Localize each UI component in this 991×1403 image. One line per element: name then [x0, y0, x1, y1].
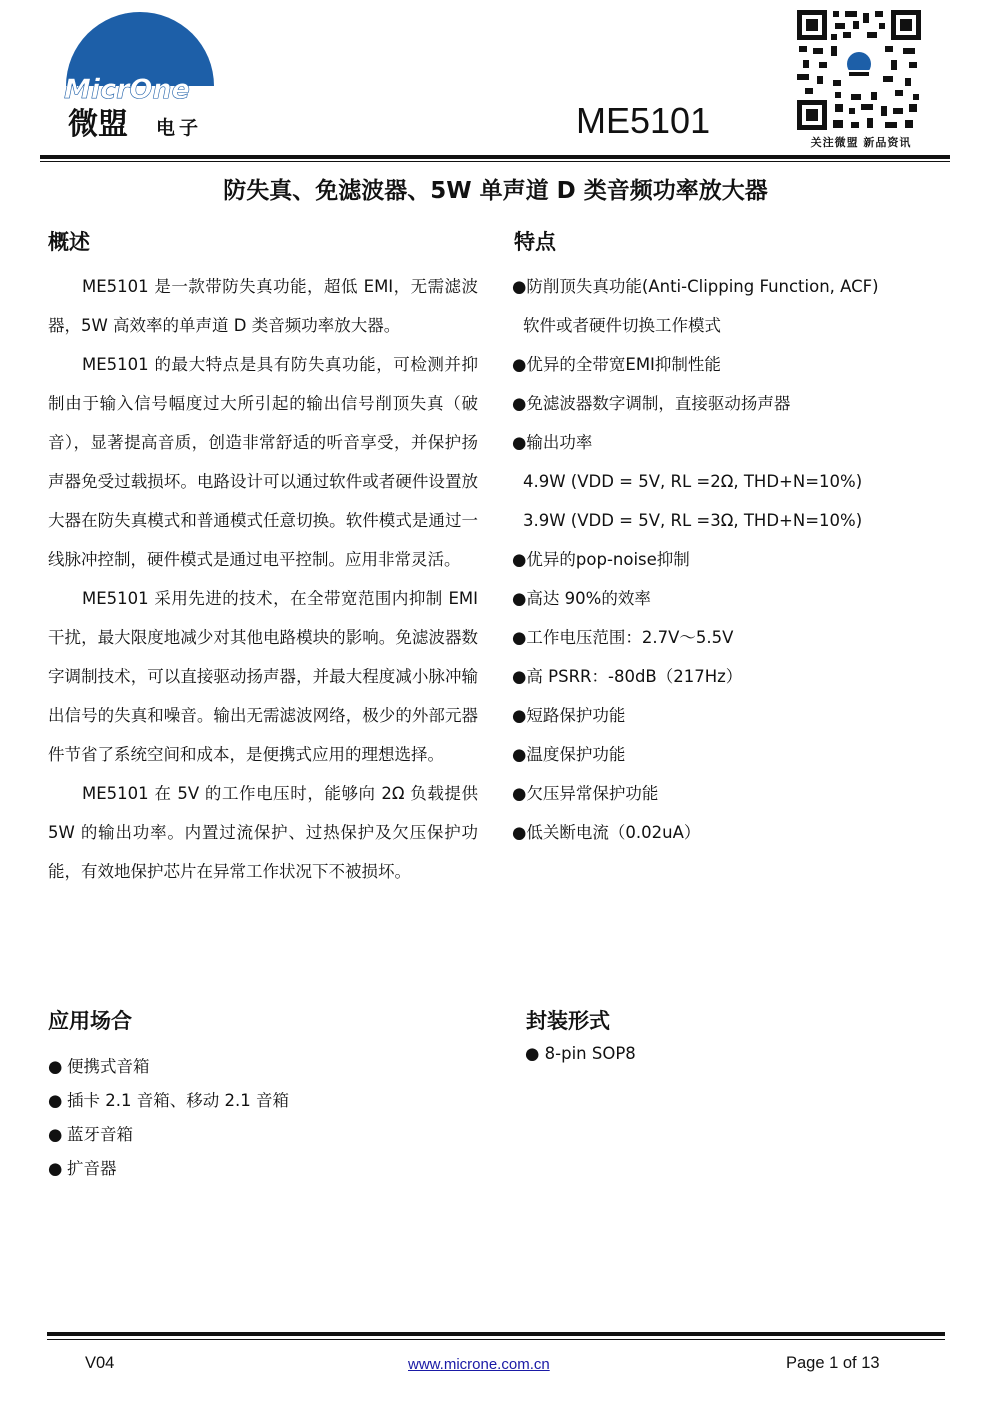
list-item: ● 扩音器 [48, 1152, 468, 1186]
header-rule [40, 155, 950, 159]
bullet: ● [48, 1057, 63, 1076]
qr-code [795, 8, 923, 132]
overview-paragraph: ME5101 在 5V 的工作电压时，能够向 2Ω 负载提供 5W 的输出功率。内置过流保护、过热保护及欠压保护功能，有效地保护芯片在异常工作状况下不被损坏。 [48, 784, 478, 881]
features-heading: 特点 [514, 230, 556, 254]
list-item: ● 插卡 2.1 音箱、移动 2.1 音箱 [48, 1084, 468, 1118]
feature-item: ●防削顶失真功能(Anti-Clipping Function, ACF) [512, 277, 879, 296]
overview-paragraph: ME5101 的最大特点是具有防失真功能，可检测并抑制由于输入信号幅度过大所引起的输出信号削顶失真（破音），显著提高音质，创造非常舒适的听音享受，并保护扬声器免受过载损坏。电路设计可以通过软件或者硬件设置放大器在防失真模式和普通模式任意切换。软件模式是通过一线脉冲控制，硬件模式是通过电平控制。应用非常灵活。 [48, 355, 478, 569]
feature-subitem: 3.9W (VDD = 5V, RL =3Ω, THD+N=10%) [523, 511, 863, 530]
overview-heading: 概述 [48, 230, 90, 254]
qr-caption: 关注微盟 新品资讯 [810, 136, 912, 149]
package-heading: 封装形式 [526, 1009, 610, 1033]
bullet: ● [48, 1091, 63, 1110]
overview-body [48, 267, 478, 891]
doc-id: ME5101 [576, 100, 711, 141]
logo-cn-sub: 电子 [156, 117, 203, 139]
logo-wordmark: MicrOne [64, 74, 190, 105]
feature-item: ●优异的pop-noise抑制 [512, 550, 690, 569]
applications-heading: 应用场合 [48, 1009, 132, 1033]
overview-paragraph: ME5101 是一款带防失真功能，超低 EMI，无需滤波器，5W 高效率的单声道 D 类音频功率放大器。 [48, 277, 478, 335]
applications-list [48, 1050, 468, 1186]
page-number: Page 1 of 13 [786, 1354, 880, 1372]
version-label: V04 [85, 1354, 115, 1372]
overview-paragraph: ME5101 采用先进的技术，在全带宽范围内抑制 EMI 干扰，最大限度地减少对其他电路模块的影响。免滤波器数字调制技术，可以直接驱动扬声器，并最大程度减小脉冲输出信号的失真和噪音。输出无需滤波网络，极少的外部元器件节省了系统空间和成本，是便携式应用的理想选择。 [48, 589, 478, 764]
package-item: ● 8-pin SOP8 [525, 1044, 636, 1063]
bullet: ● [48, 1125, 63, 1144]
feature-item: ●高达 90%的效率 [512, 589, 651, 608]
feature-subitem: 4.9W (VDD = 5V, RL =2Ω, THD+N=10%) [523, 472, 863, 491]
feature-item: ●温度保护功能 [512, 745, 626, 764]
footer-rule [47, 1332, 945, 1336]
features-list [512, 267, 952, 852]
logo-cn-main: 微盟 [68, 107, 128, 142]
feature-subitem: 软件或者硬件切换工作模式 [523, 316, 721, 335]
feature-item: ●工作电压范围：2.7V～5.5V [512, 628, 734, 647]
feature-item: ●输出功率 [512, 433, 593, 452]
header-rule-thin [40, 161, 950, 162]
feature-item: ●低关断电流（0.02uA） [512, 823, 701, 842]
list-item: ● 便携式音箱 [48, 1050, 468, 1084]
feature-item: ●优异的全带宽EMI抑制性能 [512, 355, 721, 374]
website-link[interactable]: www.microne.com.cn [408, 1356, 550, 1373]
feature-item: ●欠压异常保护功能 [512, 784, 659, 803]
footer-rule-thin [47, 1339, 945, 1340]
page-title: 防失真、免滤波器、5W 单声道 D 类音频功率放大器 [223, 178, 768, 204]
feature-item: ●短路保护功能 [512, 706, 626, 725]
feature-item: ●高 PSRR：-80dB（217Hz） [512, 667, 743, 686]
bullet: ● [48, 1159, 63, 1178]
company-logo [60, 8, 220, 143]
feature-item: ●免滤波器数字调制，直接驱动扬声器 [512, 394, 791, 413]
list-item: ● 蓝牙音箱 [48, 1118, 468, 1152]
